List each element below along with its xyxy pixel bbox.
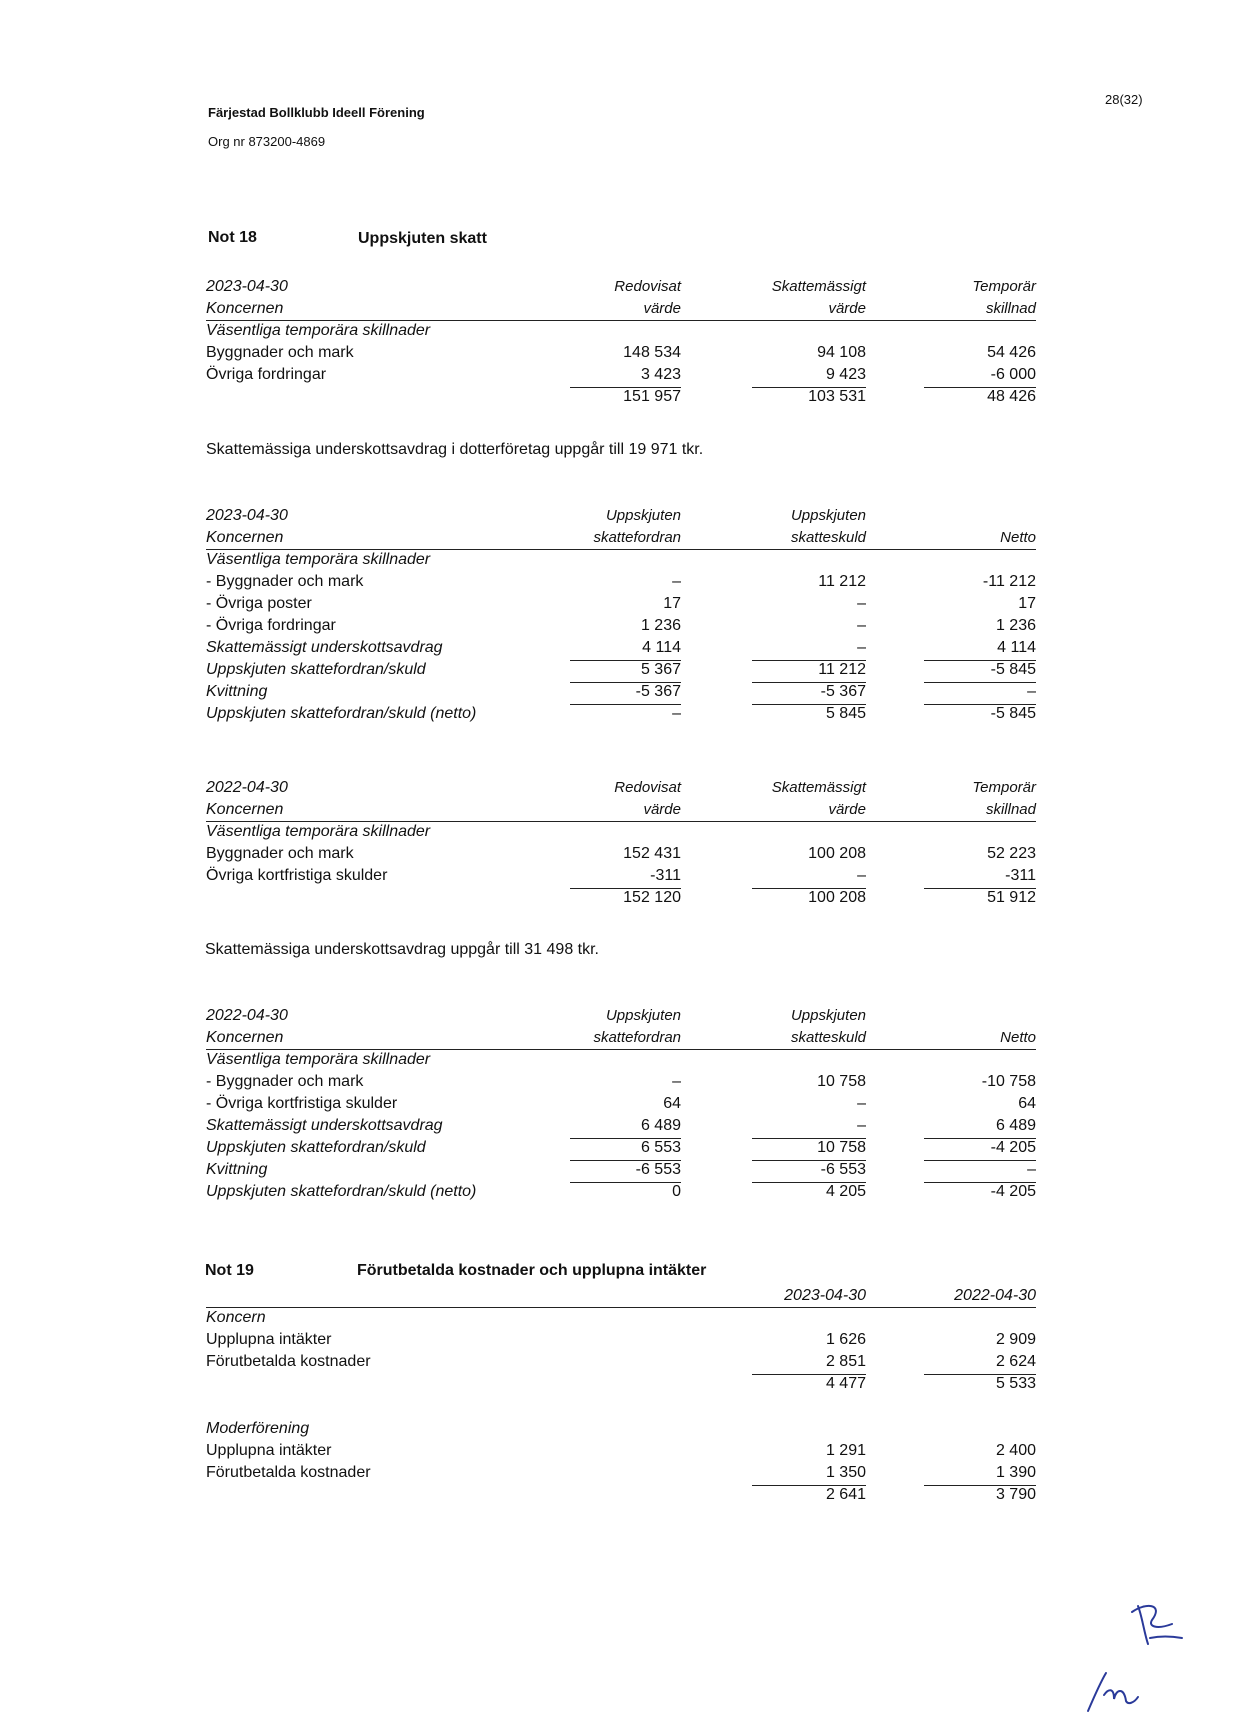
cell: 1 350 xyxy=(825,1464,866,1481)
cell: 151 957 xyxy=(623,388,681,405)
cell: 1 236 xyxy=(640,617,681,634)
table-row xyxy=(206,659,1036,681)
cell: 10 758 xyxy=(817,1139,866,1156)
table-row-total xyxy=(206,1484,1036,1506)
table-row xyxy=(206,637,1036,659)
table-row-total xyxy=(206,887,1036,909)
section-label: Väsentliga temporära skillnader xyxy=(206,551,431,568)
cell: 4 114 xyxy=(642,639,681,656)
cell: – xyxy=(1027,1161,1036,1178)
col-header: värde xyxy=(828,801,866,818)
initials-signature-2 xyxy=(1080,1665,1150,1715)
table-date: 2023-04-30 xyxy=(206,507,288,524)
cell: 5 367 xyxy=(640,661,681,678)
col-header: skattefordran xyxy=(593,529,681,546)
cell: -5 845 xyxy=(990,661,1036,678)
table-row xyxy=(206,1093,1036,1115)
deferred-tax-table-2022-values xyxy=(206,777,1036,909)
cell: 48 426 xyxy=(987,388,1036,405)
cell: 11 212 xyxy=(818,661,866,678)
deferred-tax-table-2022-netto xyxy=(206,1005,1036,1203)
cell: 2 400 xyxy=(995,1442,1036,1459)
row-label: Skattemässigt underskottsavdrag xyxy=(206,1117,443,1134)
row-label: Uppskjuten skattefordran/skuld (netto) xyxy=(206,1183,477,1200)
table-row-total xyxy=(206,386,1036,408)
cell: 152 431 xyxy=(623,845,681,862)
table-row xyxy=(206,593,1036,615)
cell: 103 531 xyxy=(808,388,866,405)
row-label: - Övriga poster xyxy=(206,595,312,612)
row-label: Skattemässigt underskottsavdrag xyxy=(206,639,443,656)
col-header: Temporär xyxy=(972,779,1036,796)
note-19-title: Förutbetalda kostnader och upplupna intäkter xyxy=(357,1262,707,1279)
deferred-tax-table-2023-values xyxy=(206,276,1036,408)
cell: 10 758 xyxy=(817,1073,866,1090)
cell: -4 205 xyxy=(990,1139,1036,1156)
section-label: Väsentliga temporära skillnader xyxy=(206,1051,431,1068)
cell: 54 426 xyxy=(987,344,1036,361)
cell: – xyxy=(857,617,866,634)
col-header: Skattemässigt xyxy=(771,779,866,796)
cell: 4 477 xyxy=(825,1375,866,1392)
cell: -311 xyxy=(1005,867,1036,884)
table-row xyxy=(206,1329,1036,1351)
table-row xyxy=(206,571,1036,593)
row-label: Uppskjuten skattefordran/skuld xyxy=(206,1139,426,1156)
table-date: 2022-04-30 xyxy=(206,779,288,796)
cell: 6 489 xyxy=(995,1117,1036,1134)
row-label: Byggnader och mark xyxy=(206,845,354,862)
row-label: Kvittning xyxy=(206,683,268,700)
cell: 1 390 xyxy=(995,1464,1036,1481)
col-header: Skattemässigt xyxy=(771,278,866,295)
cell: -10 758 xyxy=(981,1073,1036,1090)
cell: 2 909 xyxy=(995,1331,1036,1348)
cell: 100 208 xyxy=(808,845,866,862)
deferred-tax-table-2023-netto xyxy=(206,505,1036,725)
table-row xyxy=(206,615,1036,637)
cell: – xyxy=(672,573,681,590)
cell: -5 845 xyxy=(990,705,1036,722)
row-label: - Byggnader och mark xyxy=(206,1073,364,1090)
table-row xyxy=(206,1115,1036,1137)
table-row xyxy=(206,1137,1036,1159)
table-row xyxy=(206,865,1036,887)
cell: 2 641 xyxy=(825,1486,866,1503)
row-label: - Övriga kortfristiga skulder xyxy=(206,1095,398,1112)
col-header: Uppskjuten xyxy=(605,507,681,524)
col-header: värde xyxy=(643,801,681,818)
col-header: skattefordran xyxy=(593,1029,681,1046)
row-label: Kvittning xyxy=(206,1161,268,1178)
cell: 4 205 xyxy=(825,1183,866,1200)
cell: 3 423 xyxy=(640,366,681,383)
cell: 64 xyxy=(1018,1095,1036,1112)
table-row xyxy=(206,342,1036,364)
col-header: skillnad xyxy=(985,801,1036,818)
col-header: Redovisat xyxy=(614,779,681,796)
cell: 94 108 xyxy=(817,344,866,361)
table-row xyxy=(206,1071,1036,1093)
row-label: Byggnader och mark xyxy=(206,344,354,361)
cell: -6 553 xyxy=(635,1161,681,1178)
table-row xyxy=(206,364,1036,386)
row-label: Uppskjuten skattefordran/skuld (netto) xyxy=(206,705,477,722)
cell: 6 489 xyxy=(640,1117,681,1134)
cell: 4 114 xyxy=(997,639,1036,656)
cell: -6 000 xyxy=(990,366,1036,383)
table-row-total xyxy=(206,703,1036,725)
table-entity: Koncernen xyxy=(206,1029,284,1046)
row-label: Förutbetalda kostnader xyxy=(206,1353,371,1370)
row-label: Övriga kortfristiga skulder xyxy=(206,867,388,884)
section-label: Väsentliga temporära skillnader xyxy=(206,322,431,339)
cell: – xyxy=(857,595,866,612)
col-header: Netto xyxy=(1000,529,1036,546)
cell: 64 xyxy=(663,1095,681,1112)
cell: 1 236 xyxy=(995,617,1036,634)
initials-signature xyxy=(1120,1598,1190,1658)
cell: -6 553 xyxy=(820,1161,866,1178)
col-header: värde xyxy=(643,300,681,317)
cell: 100 208 xyxy=(808,889,866,906)
organization-number: Org nr 873200-4869 xyxy=(208,134,326,149)
cell: 2 624 xyxy=(995,1353,1036,1370)
col-header: Redovisat xyxy=(614,278,681,295)
table-row xyxy=(206,1440,1036,1462)
organization-name: Färjestad Bollklubb Ideell Förening xyxy=(208,105,425,120)
cell: -5 367 xyxy=(635,683,681,700)
cell: 11 212 xyxy=(818,573,866,590)
table-row xyxy=(206,843,1036,865)
row-label: Förutbetalda kostnader xyxy=(206,1464,371,1481)
note-19-number: Not 19 xyxy=(205,1262,254,1279)
col-header: Uppskjuten xyxy=(790,507,866,524)
cell: 152 120 xyxy=(623,889,681,906)
col-header: Temporär xyxy=(972,278,1036,295)
cell: 17 xyxy=(1018,595,1036,612)
table-row xyxy=(206,681,1036,703)
row-label: Upplupna intäkter xyxy=(206,1331,332,1348)
cell: – xyxy=(672,705,681,722)
cell: -11 212 xyxy=(982,573,1036,590)
cell: – xyxy=(672,1073,681,1090)
table-row xyxy=(206,1462,1036,1484)
cell: 3 790 xyxy=(995,1486,1036,1503)
col-header: Netto xyxy=(1000,1029,1036,1046)
table-entity: Koncernen xyxy=(206,801,284,818)
table-date: 2022-04-30 xyxy=(206,1007,288,1024)
cell: – xyxy=(857,1095,866,1112)
col-header: skillnad xyxy=(985,300,1036,317)
cell: 52 223 xyxy=(987,845,1036,862)
col-header: 2023-04-30 xyxy=(784,1287,866,1304)
row-label: Upplupna intäkter xyxy=(206,1442,332,1459)
cell: 17 xyxy=(663,595,681,612)
section-label: Väsentliga temporära skillnader xyxy=(206,823,431,840)
note-18-number: Not 18 xyxy=(208,229,257,246)
cell: – xyxy=(857,867,866,884)
cell: -5 367 xyxy=(820,683,866,700)
col-header: Uppskjuten xyxy=(605,1007,681,1024)
cell: 5 845 xyxy=(825,705,866,722)
prepaid-accrued-table xyxy=(206,1285,1036,1506)
cell: 0 xyxy=(672,1183,681,1200)
row-label: - Övriga fordringar xyxy=(206,617,336,634)
section-label: Koncern xyxy=(206,1309,266,1326)
cell: 2 851 xyxy=(825,1353,866,1370)
cell: 9 423 xyxy=(825,366,866,383)
cell: – xyxy=(857,1117,866,1134)
col-header: 2022-04-30 xyxy=(954,1287,1036,1304)
cell: – xyxy=(1027,683,1036,700)
note-18-title: Uppskjuten skatt xyxy=(358,230,487,247)
cell: 1 626 xyxy=(825,1331,866,1348)
cell: 1 291 xyxy=(825,1442,866,1459)
section-label: Moderförening xyxy=(206,1420,310,1437)
cell: 6 553 xyxy=(640,1139,681,1156)
table-row xyxy=(206,1159,1036,1181)
cell: -4 205 xyxy=(990,1183,1036,1200)
cell: 51 912 xyxy=(987,889,1036,906)
note-text: Skattemässiga underskottsavdrag uppgår till 31 498 tkr. xyxy=(205,941,599,958)
col-header: skatteskuld xyxy=(790,1029,866,1046)
col-header: Uppskjuten xyxy=(790,1007,866,1024)
page-number: 28(32) xyxy=(1105,92,1143,107)
table-entity: Koncernen xyxy=(206,529,284,546)
col-header: värde xyxy=(828,300,866,317)
table-entity: Koncernen xyxy=(206,300,284,317)
cell: – xyxy=(857,639,866,656)
table-date: 2023-04-30 xyxy=(206,278,288,295)
col-header: skatteskuld xyxy=(790,529,866,546)
table-row-total xyxy=(206,1181,1036,1203)
table-row xyxy=(206,1351,1036,1373)
table-row-total xyxy=(206,1373,1036,1395)
cell: 148 534 xyxy=(623,344,681,361)
row-label: - Byggnader och mark xyxy=(206,573,364,590)
row-label: Övriga fordringar xyxy=(206,366,327,383)
note-text: Skattemässiga underskottsavdrag i dotterföretag uppgår till 19 971 tkr. xyxy=(206,441,704,458)
row-label: Uppskjuten skattefordran/skuld xyxy=(206,661,426,678)
cell: 5 533 xyxy=(995,1375,1036,1392)
cell: -311 xyxy=(650,867,681,884)
